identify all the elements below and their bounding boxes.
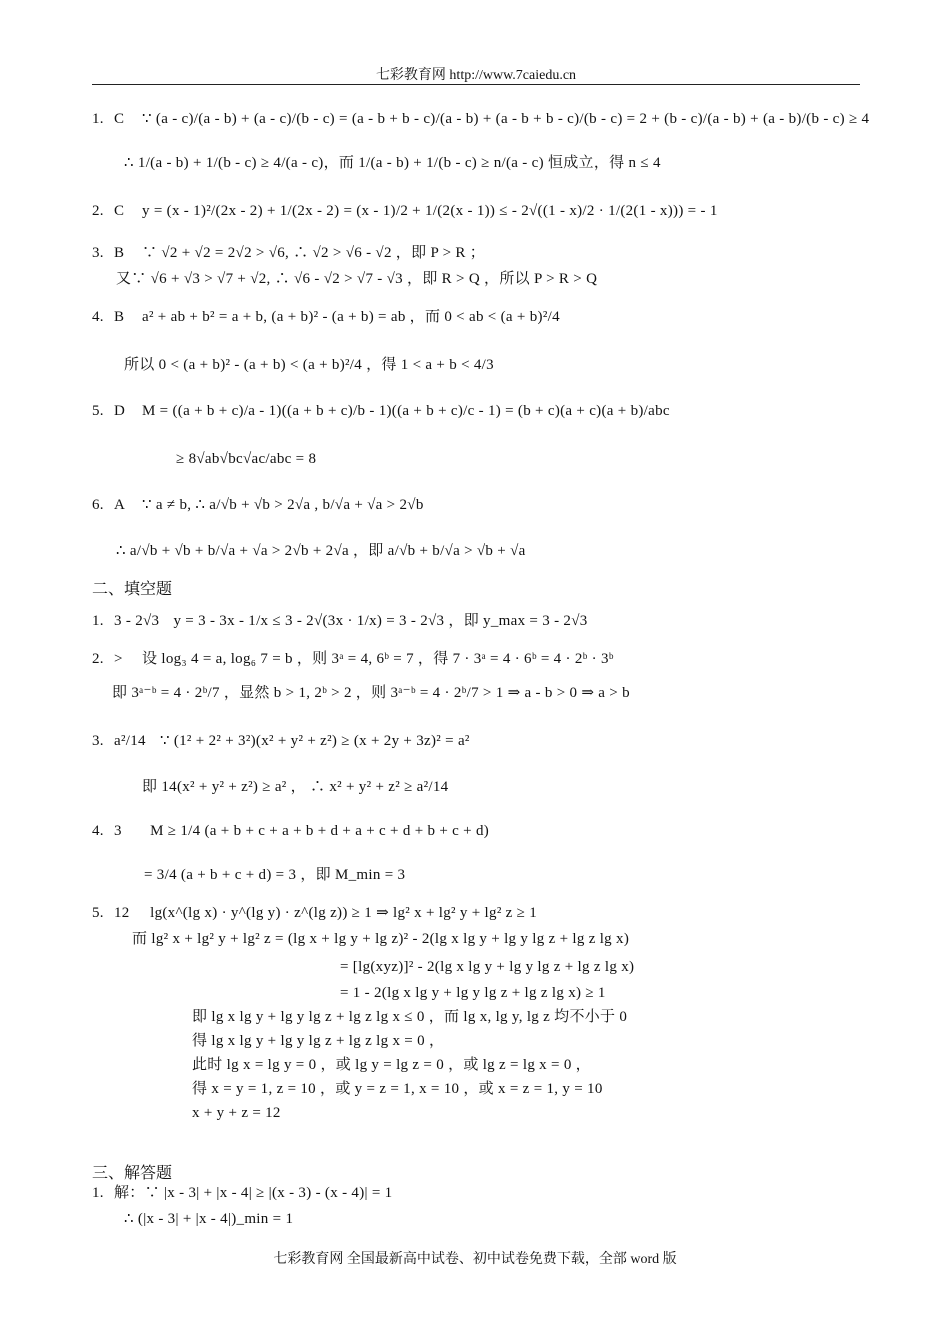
page-footer: 七彩教育网 全国最新高中试卷、初中试卷免费下载，全部 word 版 bbox=[273, 1252, 677, 1267]
p3-item-1-line1: 1. 解：∵ |x - 3| + |x - 4| ≥ |(x - 3) - (x - 4)| = 1 bbox=[92, 1185, 393, 1201]
p2-item-4-line1: 4. 3 M ≥ 1/4 (a + b + c + a + b + d + a + c + d + b + c + d) bbox=[92, 823, 490, 839]
p2-item-1-line1: 1. 3 - 2√3 y = 3 - 3x - 1/x ≤ 3 - 2√(3x · 1/x) = 3 - 2√3 ，即 y_max = 3 - 2√3 bbox=[92, 613, 588, 629]
section-fill-in-title: 二、填空题 bbox=[92, 581, 173, 598]
p2-item-5-line3: = [lg(xyz)]² - 2(lg x lg y + lg y lg z + lg z lg x) bbox=[340, 959, 635, 975]
p1-item-1-line2: ∴ 1/(a - b) + 1/(b - c) ≥ 4/(a - c)，而 1/(a - b) + 1/(b - c) ≥ n/(a - c) 恒成立，得 n ≤ 4 bbox=[124, 155, 661, 171]
p1-item-3-line2: 又∵ √6 + √3 > √7 + √2, ∴ √6 - √2 > √7 - √3 ，即 R > Q ，所以 P > R > Q bbox=[116, 271, 598, 287]
section-solution-title: 三、解答题 bbox=[92, 1165, 173, 1182]
p1-item-5-line2: ≥ 8√ab√bc√ac/abc = 8 bbox=[176, 451, 317, 467]
p2-item-2-line1: 2. > 设 log₃ 4 = a, log₆ 7 = b ，则 3ᵃ = 4, 6ᵇ = 7 ，得 7 · 3ᵃ = 4 · 6ᵇ = 4 · 2ᵇ · 3ᵇ bbox=[92, 651, 614, 667]
p2-item-5-line5: 即 lg x lg y + lg y lg z + lg z lg x ≤ 0 ，而 lg x, lg y, lg z 均不小于 0 bbox=[192, 1009, 628, 1025]
header-rule bbox=[92, 84, 860, 85]
p2-item-5-line9: x + y + z = 12 bbox=[192, 1105, 281, 1121]
p2-item-5-line1: 5. 12 lg(x^(lg x) · y^(lg y) · z^(lg z)) ≥ 1 ⇒ lg² x + lg² y + lg² z ≥ 1 bbox=[92, 905, 538, 921]
p2-item-4-line2: = 3/4 (a + b + c + d) = 3 ，即 M_min = 3 bbox=[144, 867, 406, 883]
p1-item-6-line1: 6. A ∵ a ≠ b, ∴ a/√b + √b > 2√a , b/√a + √a > 2√b bbox=[92, 497, 424, 513]
p2-item-5-line8: 得 x = y = 1, z = 10 ，或 y = z = 1, x = 10 ，或 x = z = 1, y = 10 bbox=[192, 1081, 603, 1097]
p1-item-5-line1: 5. D M = ((a + b + c)/a - 1)((a + b + c)/b - 1)((a + b + c)/c - 1) = (b + c)(a + c)(a + b)/abc bbox=[92, 403, 670, 419]
page-header: 七彩教育网 http://www.7caiedu.cn bbox=[375, 68, 577, 83]
p1-item-4-line1: 4. B a² + ab + b² = a + b, (a + b)² - (a + b) = ab ，而 0 < ab < (a + b)²/4 bbox=[92, 309, 560, 325]
p2-item-5-line7: 此时 lg x = lg y = 0 ，或 lg y = lg z = 0 ，或 lg z = lg x = 0 ， bbox=[192, 1057, 591, 1073]
p2-item-2-line2: 即 3ᵃ⁻ᵇ = 4 · 2ᵇ/7 ，显然 b > 1, 2ᵇ > 2 ，则 3ᵃ⁻ᵇ = 4 · 2ᵇ/7 > 1 ⇒ a - b > 0 ⇒ a > b bbox=[112, 685, 630, 701]
p2-item-5-line4: = 1 - 2(lg x lg y + lg y lg z + lg z lg x) ≥ 1 bbox=[340, 985, 606, 1001]
p1-item-2-line1: 2. C y = (x - 1)²/(2x - 2) + 1/(2x - 2) = (x - 1)/2 + 1/(2(x - 1)) ≤ - 2√((1 - x)/2 · 1/(2(1 - x))) = - 1 bbox=[92, 203, 718, 219]
p1-item-1-line1: 1. C ∵ (a - c)/(a - b) + (a - c)/(b - c) = (a - b + b - c)/(a - b) + (a - b + b - c)/(b - c) = 2 + (b - c)/(a - b) + (a - b)/(b - c) ≥ 4 bbox=[92, 111, 870, 127]
p2-item-5-line2: 而 lg² x + lg² y + lg² z = (lg x + lg y + lg z)² - 2(lg x lg y + lg y lg z + lg z lg x) bbox=[132, 931, 630, 947]
p1-item-3-line1: 3. B ∵ √2 + √2 = 2√2 > √6, ∴ √2 > √6 - √2 ，即 P > R ； bbox=[92, 245, 486, 261]
p3-item-1-line2: ∴ (|x - 3| + |x - 4|)_min = 1 bbox=[124, 1211, 294, 1227]
p1-item-4-line2: 所以 0 < (a + b)² - (a + b) < (a + b)²/4 ，得 1 < a + b < 4/3 bbox=[124, 357, 494, 373]
p1-item-6-line2: ∴ a/√b + √b + b/√a + √a > 2√b + 2√a ，即 a/√b + b/√a > √b + √a bbox=[116, 543, 526, 559]
p2-item-5-line6: 得 lg x lg y + lg y lg z + lg z lg x = 0 ， bbox=[192, 1033, 445, 1049]
p2-item-3-line1: 3. a²/14 ∵ (1² + 2² + 3²)(x² + y² + z²) ≥ (x + 2y + 3z)² = a² bbox=[92, 733, 470, 749]
p2-item-3-line2: 即 14(x² + y² + z²) ≥ a² ， ∴ x² + y² + z² ≥ a²/14 bbox=[142, 779, 449, 795]
